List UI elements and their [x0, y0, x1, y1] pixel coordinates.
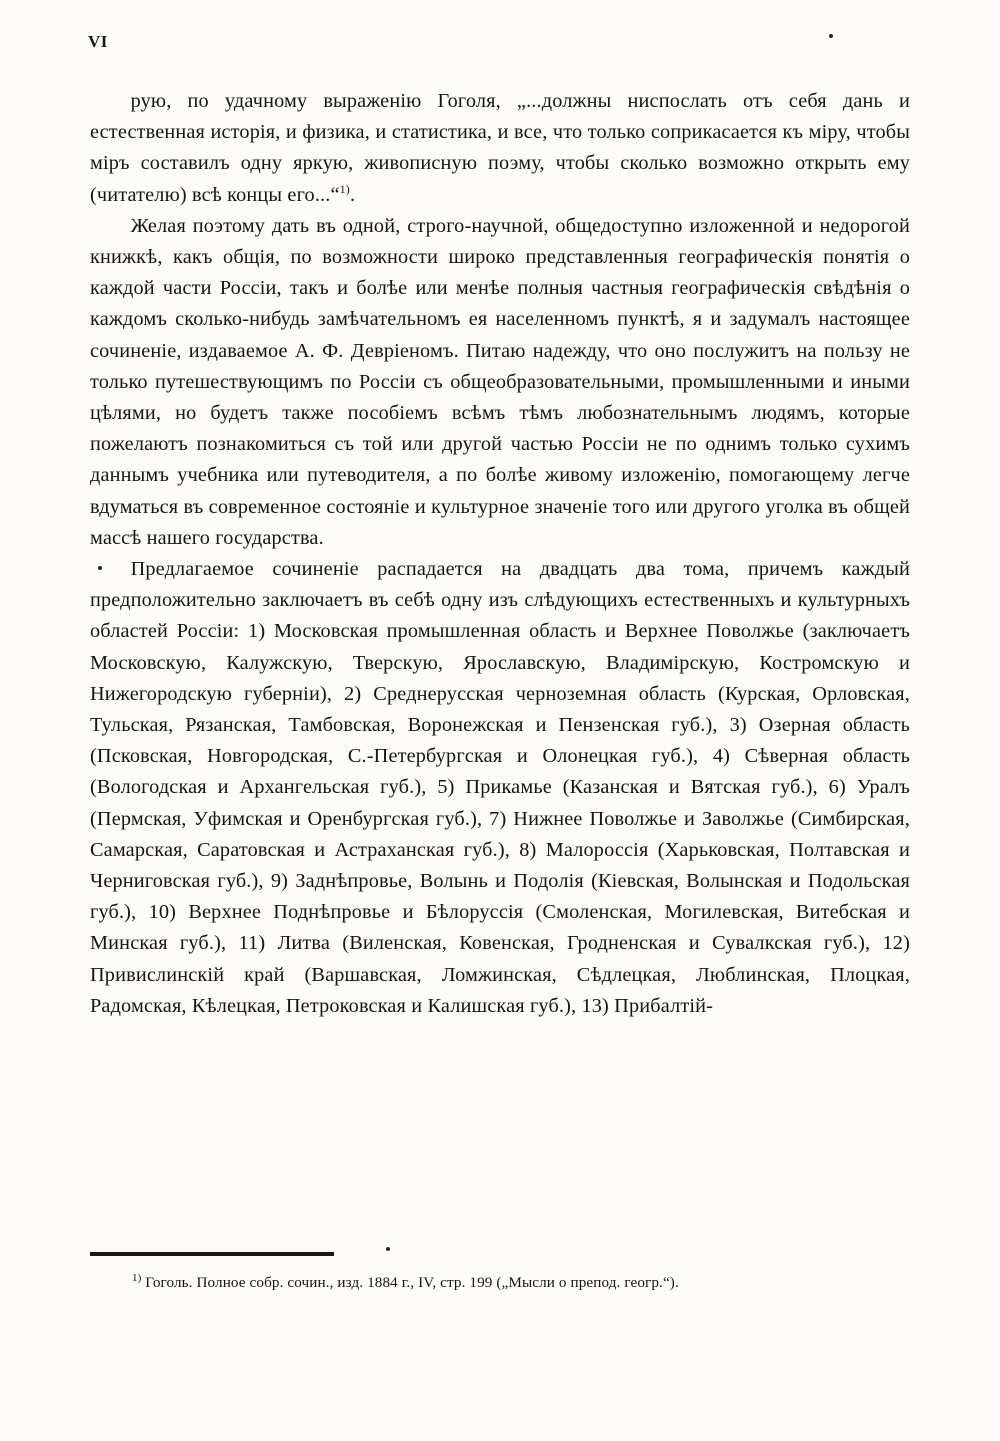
paragraph-3-text: Предлагаемое сочиненіе распадается на двадцать два тома, причемъ каждый предположительно заключаетъ въ себѣ одну изъ слѣдующихъ естественныхъ и культурныхъ областей Россіи: 1) Московская промышленная область и Верхнее Поволжье (заключаетъ Московскую, Калужскую, Тверскую, Ярославскую, Владимірскую, Костромскую и Нижегородскую губерніи), 2) Среднерусская черноземная область (Курская, Орловская, Тульская, Рязанская, Тамбовская, Воронежская и Пензенская губ.), 3) Озерная область (Псковская, Новгородская, С.-Петербургская и Олонецкая губ.), 4) Сѣверная область (Вологодская и Архангельская губ.), 5) Прикамье (Казанская и Вятская губ.), 6) Уралъ (Пермская, Уфимская и Оренбургская губ.), 7) Нижнее Поволжье и Заволжье (Симбирская, Самарская, Саратовская и Астраханская губ.), 8) Малороссія (Харьковская, Полтавская и Черниговская губ.), 9) Заднѣпровье, Волынь и Подолія (Кіевская, Волынская и Подольская губ.), 10) Верхнее Поднѣпровье и Бѣлоруссія (Смоленская, Могилевская, Витебская и Минская губ.), 11) Литва (Виленская, Ковенская, Гродненская и Сувалкская губ.), 12) Привислинскій край (Варшавская, Ломжинская, Сѣдлецкая, Люблинская, Плоцкая, Радомская, Кѣлецкая, Петроковская и Калишская губ.), 13) Прибалтій- [90, 558, 910, 1017]
footnote-block [90, 1272, 910, 1294]
header-dot-mark [829, 34, 833, 38]
footnote-text: Гоголь. Полное собр. сочин., изд. 1884 г., IV, стр. 199 („Мысли о препод. геогр.“). [145, 1274, 679, 1291]
body-text-block [90, 86, 910, 1022]
paragraph-1-text: рую, по удачному выраженію Гоголя, „...должны ниспослать отъ себя дань и естественная исторія, и физика, и статистика, и все, что только соприкасается къ міру, чтобы міръ составилъ одну яркую, живописную поэму, чтобы сколько возможно открыть ему (читателю) всѣ концы его...“ [90, 90, 910, 206]
paragraph-3 [90, 554, 910, 1022]
paragraph-lead-dot-icon [98, 566, 102, 570]
footnote-separator-rule [90, 1252, 334, 1256]
footnote-marker: 1) [132, 1271, 142, 1284]
footnote-reference[interactable]: 1) [339, 181, 350, 196]
footnote-center-dot-mark [386, 1247, 390, 1251]
paragraph-2: Желая поэтому дать въ одной, строго-научной, общедоступно изложенной и недорогой книжкѣ, какъ общія, по возможности широко представленныя географическія понятія о каждой части Россіи, такъ и болѣе или менѣе полныя частныя географическія свѣдѣнія о каждомъ сколько-нибудь замѣчательномъ ея населенномъ пунктѣ, я и задумалъ настоящее сочиненіе, издаваемое А. Ф. Девріеномъ. Питаю надежду, что оно послужитъ на пользу не только путешествующимъ по Россіи съ общеобразовательными, промышленными и иными цѣлями, но будетъ также пособіемъ всѣмъ тѣмъ любознательнымъ людямъ, которые пожелаютъ познакомиться съ той или другой частью Россіи не по однимъ только сухимъ даннымъ учебника или путеводителя, а по болѣе живому изложенію, помогающему легче вдуматься въ современное состояніе и культурное значеніе того или другого уголка въ общей массѣ нашего государства. [90, 214, 910, 549]
page-number: VI [88, 32, 108, 51]
paragraph-1: рую, по удачному выраженію Гоголя, „...должны ниспослать отъ себя дань и естественная исторія, и физика, и статистика, и все, что только соприкасается къ міру, чтобы міръ составилъ одну яркую, живописную поэму, чтобы сколько возможно открыть ему (читателю) всѣ концы его...“$^{1)}$. [90, 90, 910, 206]
